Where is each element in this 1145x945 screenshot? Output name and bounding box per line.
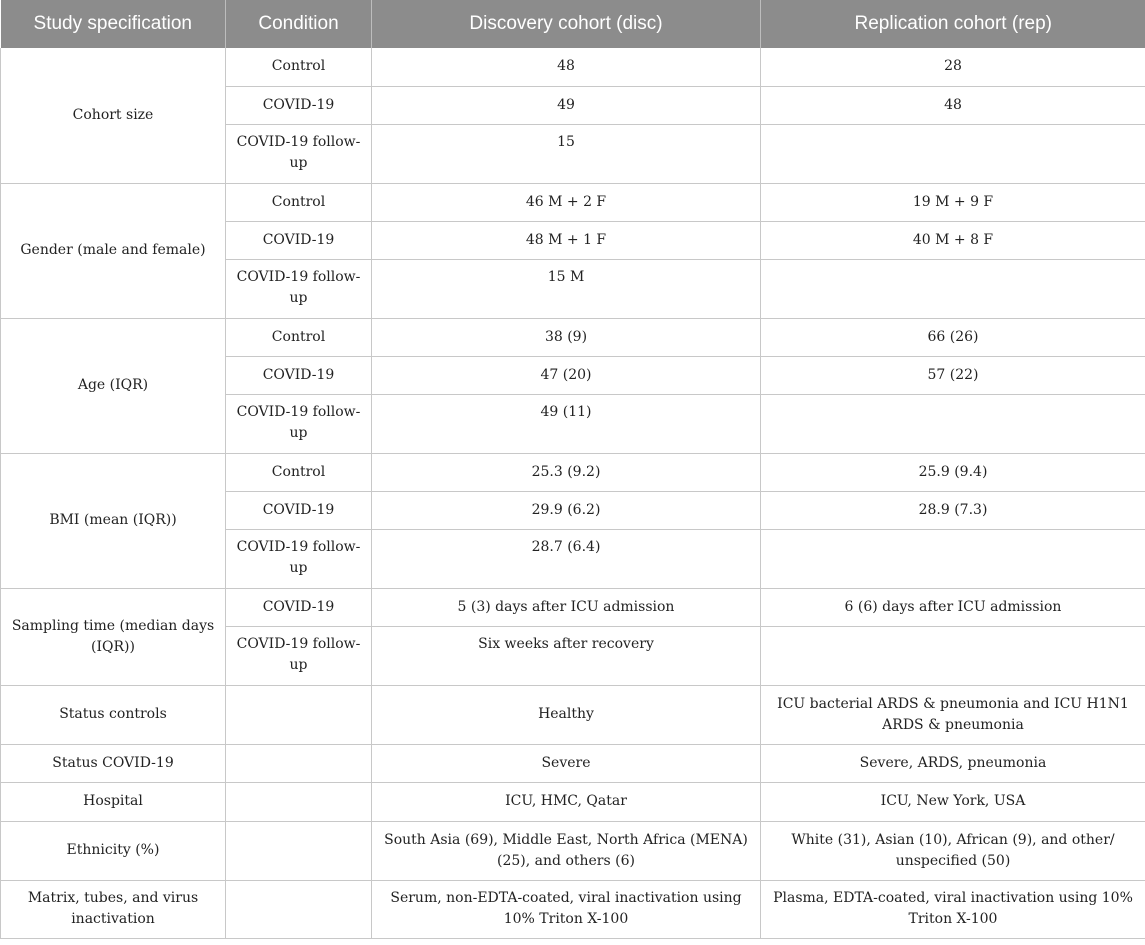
condition-cell: COVID-19 follow-up <box>226 259 372 318</box>
disc-cell: 47 (20) <box>372 356 761 394</box>
condition-cell: COVID-19 <box>226 588 372 626</box>
disc-cell: 46 M + 2 F <box>372 183 761 221</box>
spec-bmi: BMI (mean (IQR)) <box>1 453 226 588</box>
condition-cell <box>226 880 372 938</box>
disc-cell: South Asia (69), Middle East, North Africa (MENA) (25), and others (6) <box>372 821 761 880</box>
condition-cell: COVID-19 <box>226 86 372 124</box>
condition-cell: Control <box>226 453 372 491</box>
disc-cell: 38 (9) <box>372 318 761 356</box>
condition-cell <box>226 685 372 744</box>
rep-cell: White (31), Asian (10), African (9), and other/ unspecified (50) <box>761 821 1145 880</box>
spec-status-controls: Status controls <box>1 685 226 744</box>
spec-hospital: Hospital <box>1 782 226 821</box>
table-row <box>1 318 1145 356</box>
rep-cell: Plasma, EDTA-coated, viral inactivation using 10% Triton X-100 <box>761 880 1145 938</box>
rep-cell: 19 M + 9 F <box>761 183 1145 221</box>
disc-cell: 49 (11) <box>372 394 761 453</box>
table-row <box>1 880 1145 938</box>
disc-cell: Severe <box>372 744 761 782</box>
rep-cell <box>761 529 1145 588</box>
disc-cell: 29.9 (6.2) <box>372 491 761 529</box>
condition-cell: COVID-19 <box>226 221 372 259</box>
condition-cell <box>226 744 372 782</box>
disc-cell: 48 <box>372 48 761 86</box>
spec-gender: Gender (male and female) <box>1 183 226 318</box>
condition-cell: COVID-19 follow-up <box>226 394 372 453</box>
header-condition: Condition <box>226 0 372 48</box>
disc-cell: 49 <box>372 86 761 124</box>
disc-cell: 15 <box>372 124 761 183</box>
table-row <box>1 48 1145 86</box>
rep-cell: 28.9 (7.3) <box>761 491 1145 529</box>
header-study-specification: Study specification <box>1 0 226 48</box>
condition-cell: COVID-19 <box>226 491 372 529</box>
table-row <box>1 183 1145 221</box>
rep-cell: 57 (22) <box>761 356 1145 394</box>
condition-cell: COVID-19 <box>226 356 372 394</box>
header-row <box>1 0 1145 48</box>
condition-cell: COVID-19 follow-up <box>226 529 372 588</box>
rep-cell: 6 (6) days after ICU admission <box>761 588 1145 626</box>
disc-cell: 48 M + 1 F <box>372 221 761 259</box>
header-replication-cohort: Replication cohort (rep) <box>761 0 1145 48</box>
rep-cell: ICU bacterial ARDS & pneumonia and ICU H1N1 ARDS & pneumonia <box>761 685 1145 744</box>
rep-cell: 66 (26) <box>761 318 1145 356</box>
disc-cell: Healthy <box>372 685 761 744</box>
disc-cell: 15 M <box>372 259 761 318</box>
table-row <box>1 685 1145 744</box>
condition-cell: Control <box>226 318 372 356</box>
rep-cell <box>761 626 1145 685</box>
table-row <box>1 782 1145 821</box>
condition-cell: Control <box>226 48 372 86</box>
rep-cell: 48 <box>761 86 1145 124</box>
header-discovery-cohort: Discovery cohort (disc) <box>372 0 761 48</box>
table-row <box>1 744 1145 782</box>
rep-cell: 40 M + 8 F <box>761 221 1145 259</box>
condition-cell: Control <box>226 183 372 221</box>
spec-age: Age (IQR) <box>1 318 226 453</box>
condition-cell: COVID-19 follow-up <box>226 124 372 183</box>
rep-cell <box>761 124 1145 183</box>
spec-status-covid: Status COVID-19 <box>1 744 226 782</box>
condition-cell <box>226 821 372 880</box>
rep-cell: ICU, New York, USA <box>761 782 1145 821</box>
spec-sampling-time: Sampling time (median days (IQR)) <box>1 588 226 685</box>
disc-cell: 5 (3) days after ICU admission <box>372 588 761 626</box>
disc-cell: 28.7 (6.4) <box>372 529 761 588</box>
rep-cell: 28 <box>761 48 1145 86</box>
rep-cell <box>761 394 1145 453</box>
spec-cohort-size: Cohort size <box>1 48 226 183</box>
spec-matrix: Matrix, tubes, and virus inactivation <box>1 880 226 938</box>
rep-cell: 25.9 (9.4) <box>761 453 1145 491</box>
disc-cell: ICU, HMC, Qatar <box>372 782 761 821</box>
disc-cell: Serum, non-EDTA-coated, viral inactivation using 10% Triton X-100 <box>372 880 761 938</box>
table-row <box>1 453 1145 491</box>
disc-cell: 25.3 (9.2) <box>372 453 761 491</box>
condition-cell <box>226 782 372 821</box>
condition-cell: COVID-19 follow-up <box>226 626 372 685</box>
spec-ethnicity: Ethnicity (%) <box>1 821 226 880</box>
table-row <box>1 821 1145 880</box>
table-row <box>1 588 1145 626</box>
rep-cell <box>761 259 1145 318</box>
rep-cell: Severe, ARDS, pneumonia <box>761 744 1145 782</box>
disc-cell: Six weeks after recovery <box>372 626 761 685</box>
